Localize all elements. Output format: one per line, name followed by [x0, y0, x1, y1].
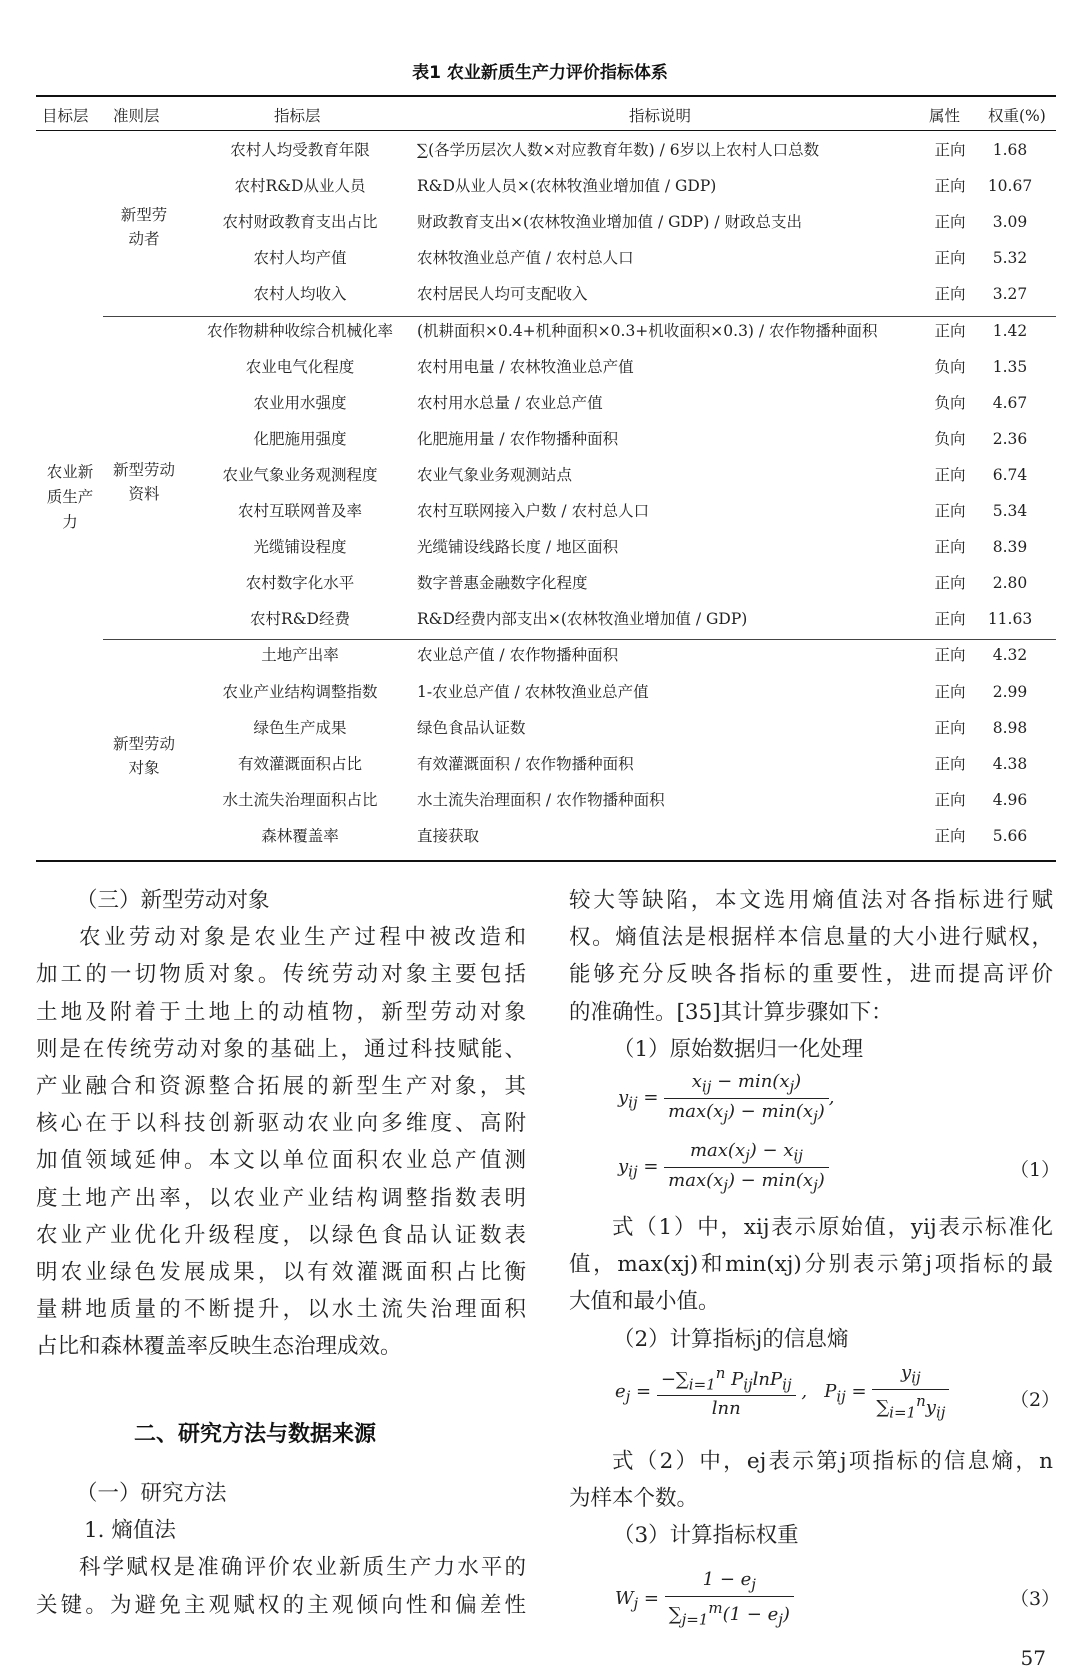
attribute-cell: 正向: [934, 826, 966, 845]
attribute-cell: 正向: [934, 177, 966, 196]
equation-1-part-a: $y_{ij}$ = $\frac{x_{ij} - \min(x_j)}{\max(x_j) - \min(x_j)}$ ,: [618, 1071, 835, 1126]
description-cell: (机耕面积×0.4+机种面积×0.3+机收面积×0.3) / 农作物播种面积: [417, 321, 878, 340]
criteria-label: 新型劳动资料: [112, 461, 175, 503]
description-cell: 绿色食品认证数: [417, 718, 526, 737]
text-line: 关键。为避免主观赋权的主观倾向性和偏差性: [36, 1592, 526, 1618]
weight-cell: 3.09: [992, 213, 1028, 232]
text-line: 大值和最小值。: [569, 1289, 720, 1315]
text-line: 农业产业优化升级程度，以绿色食品认证数表: [36, 1222, 526, 1248]
weight-cell: 5.34: [992, 502, 1028, 520]
step-heading: （2）计算指标j的信息熵: [613, 1326, 849, 1352]
attribute-cell: 正向: [934, 790, 966, 809]
subsection-heading: （三）新型劳动对象: [76, 888, 270, 913]
paragraph: [36, 1549, 526, 1623]
right-column: [569, 882, 1053, 1068]
description-cell: R&D经费内部支出×(农林牧渔业增加值 / GDP): [417, 610, 748, 629]
attribute-cell: 正向: [934, 646, 966, 665]
step-heading: （1）原始数据归一化处理: [613, 1036, 864, 1062]
description-cell: 农村用电量 / 农林牧渔业总产值: [417, 357, 634, 376]
description-cell: 直接获取: [417, 826, 480, 845]
indicator-cell: 农业用水强度: [253, 393, 347, 412]
text-line: 产业融合和资源整合拓展的新型生产对象，其: [36, 1074, 526, 1100]
table-header-criteria: 准则层: [113, 107, 160, 125]
table-title: 表1 农业新质生产力评价指标体系: [412, 63, 668, 83]
indicator-cell: 农村互联网普及率: [237, 502, 362, 520]
text-line: 的准确性。[35]其计算步骤如下：: [569, 999, 893, 1025]
text-line: 量耕地质量的不断提升，以水土流失治理面积: [36, 1297, 526, 1323]
indicator-cell: 农业气象业务观测程度: [222, 465, 378, 484]
right-column-explain-2: [569, 1443, 1053, 1555]
attribute-cell: 正向: [934, 538, 966, 557]
table-header-attribute: 属性: [929, 107, 961, 125]
description-cell: 1-农业总产值 / 农林牧渔业总产值: [417, 682, 649, 701]
paragraph: [36, 919, 526, 1365]
description-cell: 水土流失治理面积 / 农作物播种面积: [417, 790, 665, 809]
paragraph: [569, 882, 1053, 1031]
weight-cell: 4.38: [992, 754, 1028, 773]
text-line: 占比和森林覆盖率反映生态治理成效。: [36, 1334, 402, 1360]
weight-cell: 5.66: [992, 826, 1028, 845]
description-cell: 化肥施用量 / 农作物播种面积: [417, 429, 619, 448]
description-cell: ∑(各学历层次人数×对应教育年数) / 6岁以上农村人口总数: [417, 141, 820, 159]
description-cell: 农村居民人均可支配收入: [417, 285, 588, 304]
text-line: 核心在于以科技创新驱动农业向多维度、高附: [36, 1111, 526, 1137]
attribute-cell: 负向: [934, 393, 966, 412]
attribute-cell: 正向: [934, 213, 966, 232]
weight-cell: 4.96: [992, 790, 1028, 809]
equation-number: （3）: [1010, 1588, 1061, 1610]
weight-cell: 8.98: [992, 718, 1028, 737]
attribute-cell: 正向: [934, 754, 966, 773]
description-cell: 财政教育支出×(农林牧渔业增加值 / GDP) / 财政总支出: [417, 213, 802, 232]
attribute-cell: 正向: [934, 321, 966, 340]
weight-cell: 4.67: [992, 393, 1028, 412]
equation-1-part-b: $y_{ij}$ = $\frac{\max(x_j) - x_{ij}}{\max(x_j) - \min(x_j)}$: [618, 1140, 829, 1194]
attribute-cell: 正向: [934, 249, 966, 268]
paragraph: [569, 1443, 1053, 1517]
description-cell: 农村互联网接入户数 / 农村总人口: [417, 502, 650, 520]
criteria-label: 新型劳动者: [120, 206, 168, 248]
indicator-cell: 有效灌溉面积占比: [237, 754, 362, 773]
text-line: 式（2）中，ej表示第j项指标的信息熵，n: [612, 1449, 1053, 1474]
text-line: 加工的一切物质对象。传统劳动对象主要包括: [36, 962, 526, 988]
table-bottom-rule: [36, 860, 1056, 862]
text-line: 值，max(xj)和min(xj)分别表示第j项指标的最: [569, 1252, 1053, 1278]
text-line: 科学赋权是准确评价农业新质生产力水平的: [79, 1555, 526, 1581]
criteria-label: 新型劳动对象: [112, 735, 175, 777]
indicator-cell: 土地产出率: [261, 646, 339, 665]
indicator-cell: 农村R&D经费: [250, 610, 350, 629]
attribute-cell: 正向: [934, 285, 966, 304]
attribute-cell: 正向: [934, 682, 966, 701]
attribute-cell: 正向: [934, 574, 966, 593]
attribute-cell: 正向: [934, 610, 966, 629]
text-line: 权。熵值法是根据样本信息量的大小进行赋权，: [569, 925, 1053, 951]
description-cell: 农村用水总量 / 农业总产值: [417, 393, 603, 412]
attribute-cell: 正向: [934, 465, 966, 484]
weight-cell: 5.32: [992, 249, 1028, 268]
attribute-cell: 正向: [934, 141, 966, 159]
weight-cell: 2.36: [992, 429, 1028, 448]
table-header-description: 指标说明: [629, 107, 692, 125]
description-cell: 数字普惠金融数字化程度: [417, 574, 588, 593]
text-line: 式（1）中，xij表示原始值，yij表示标准化: [612, 1215, 1053, 1240]
attribute-cell: 负向: [934, 357, 966, 376]
indicator-cell: 农村人均产值: [253, 249, 347, 268]
method-title: 1. 熵值法: [84, 1518, 176, 1544]
text-line: 农业劳动对象是农业生产过程中被改造和: [79, 925, 526, 951]
table-top-rule: [36, 95, 1056, 97]
text-line: 明农业绿色发展成果，以有效灌溉面积占比衡: [36, 1260, 526, 1286]
weight-cell: 11.63: [987, 610, 1033, 629]
description-cell: 光缆铺设线路长度 / 地区面积: [417, 538, 619, 557]
table-header-target: 目标层: [42, 107, 89, 125]
table-header-weight: 权重(%): [988, 107, 1046, 125]
description-cell: 农业气象业务观测站点: [417, 465, 573, 484]
subsection-heading: （一）研究方法: [76, 1481, 227, 1506]
text-line: 加值领域延伸。本文以单位面积农业总产值测: [36, 1148, 526, 1174]
description-cell: 有效灌溉面积 / 农作物播种面积: [417, 754, 634, 773]
indicator-cell: 农村人均受教育年限: [230, 141, 370, 159]
description-cell: R&D从业人员×(农林牧渔业增加值 / GDP): [417, 177, 717, 196]
weight-cell: 3.27: [992, 285, 1028, 304]
text-line: 则是在传统劳动对象的基础上，通过科技赋能、: [36, 1036, 526, 1062]
left-column-methods: [36, 1475, 526, 1624]
weight-cell: 6.74: [992, 465, 1028, 484]
attribute-cell: 负向: [934, 429, 966, 448]
right-column-explain-1: [569, 1209, 1053, 1358]
indicator-cell: 农作物耕种收综合机械化率: [206, 321, 393, 340]
weight-cell: 10.67: [987, 177, 1033, 196]
weight-cell: 2.99: [992, 682, 1028, 701]
indicator-cell: 化肥施用强度: [253, 429, 347, 448]
description-cell: 农林牧渔业总产值 / 农村总人口: [417, 249, 634, 268]
indicator-cell: 光缆铺设程度: [253, 538, 347, 557]
step-heading: （3）计算指标权重: [613, 1523, 799, 1549]
weight-cell: 1.35: [992, 357, 1028, 376]
weight-cell: 4.32: [992, 646, 1028, 665]
equation-3: $W_j$ = $\frac{1 - e_j}{\sum_{j=1}^m(1 - e_j)}$: [615, 1569, 794, 1628]
target-layer-label: 农业新质生产力: [46, 463, 94, 531]
indicator-cell: 农业电气化程度: [245, 357, 355, 376]
text-line: 能够充分反映各指标的重要性，进而提高评价: [569, 962, 1053, 988]
table-group-rule: [103, 316, 1056, 317]
indicator-cell: 农村R&D从业人员: [234, 177, 366, 196]
paragraph: [569, 1209, 1053, 1321]
table-header-rule: [36, 130, 1056, 131]
description-cell: 农业总产值 / 农作物播种面积: [417, 646, 619, 665]
text-line: 度土地产出率，以农业产业结构调整指数表明: [36, 1185, 526, 1211]
left-column: [36, 882, 526, 1366]
indicator-cell: 森林覆盖率: [261, 826, 339, 845]
indicator-cell: 水土流失治理面积占比: [222, 790, 378, 809]
table-group-rule: [103, 639, 1056, 640]
text-line: 土地及附着于土地上的动植物，新型劳动对象: [36, 999, 526, 1025]
section-title: 二、研究方法与数据来源: [134, 1422, 377, 1447]
equation-number: （2）: [1010, 1389, 1061, 1411]
weight-cell: 1.68: [992, 141, 1028, 159]
weight-cell: 2.80: [992, 574, 1028, 593]
indicator-cell: 农村数字化水平: [245, 574, 355, 593]
indicator-cell: 绿色生产成果: [253, 718, 347, 737]
attribute-cell: 正向: [934, 718, 966, 737]
indicator-cell: 农村财政教育支出占比: [222, 213, 378, 232]
text-line: 较大等缺陷，本文选用熵值法对各指标进行赋: [569, 888, 1053, 913]
weight-cell: 1.42: [992, 321, 1028, 340]
weight-cell: 8.39: [992, 538, 1028, 557]
table-header-indicator: 指标层: [274, 107, 321, 125]
attribute-cell: 正向: [934, 502, 966, 520]
indicator-cell: 农业产业结构调整指数: [222, 682, 378, 701]
text-line: 为样本个数。: [569, 1486, 699, 1512]
equation-number: （1）: [1010, 1159, 1061, 1181]
page-number: 57: [1020, 1646, 1046, 1670]
indicator-cell: 农村人均收入: [253, 285, 347, 304]
equation-2: $e_j$ = $\frac{-\sum_{i=1}^n P_{ij}\ln P_{ij}}{\ln n}$ , $P_{ij}$ = $\frac{y_{ij}}{\sum_{i=1}^ny_{ij}}$: [615, 1362, 949, 1421]
